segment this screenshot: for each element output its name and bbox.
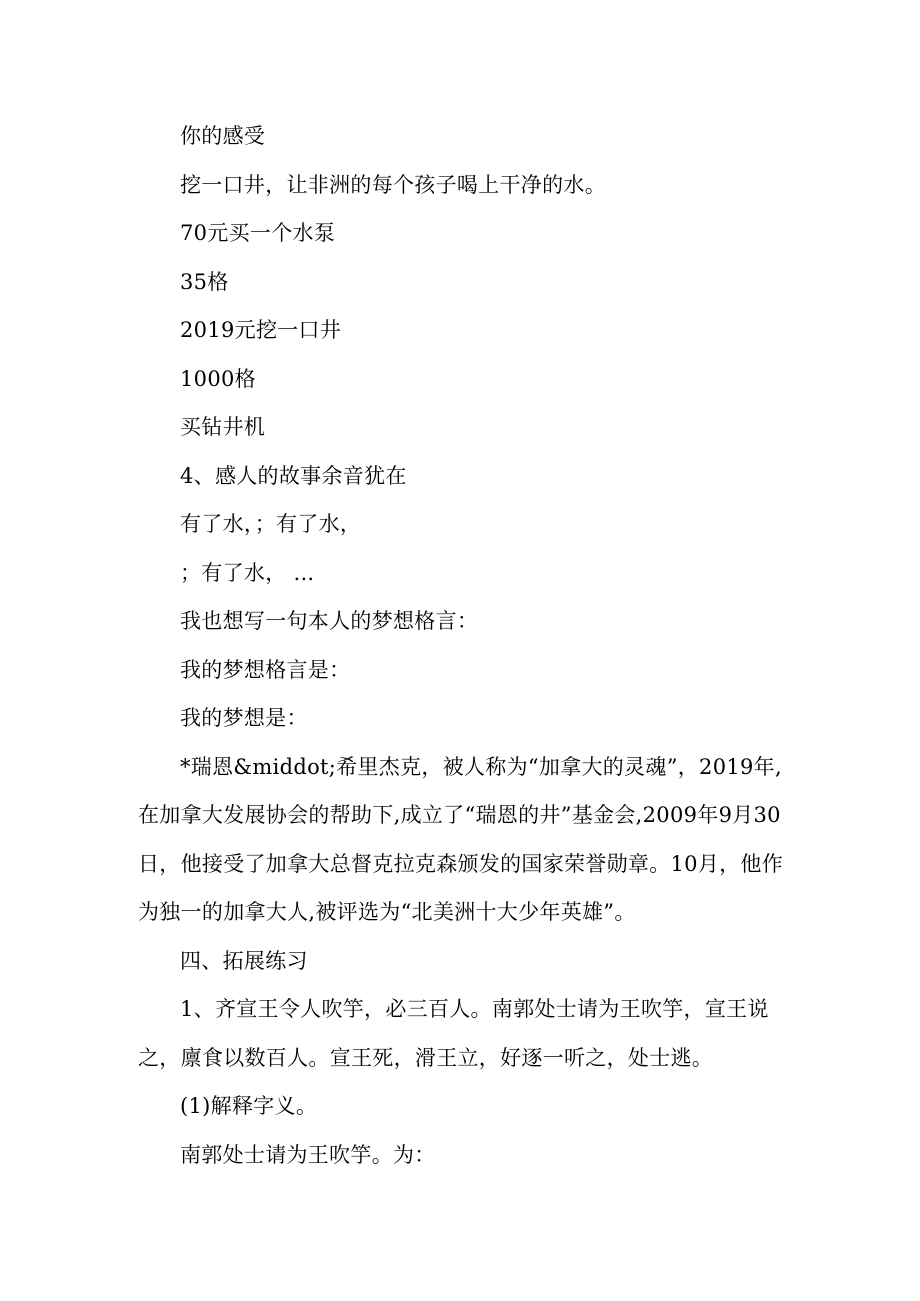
paragraph-with-water-2: ；有了水， ...: [180, 560, 315, 585]
paragraph-classical-text: 1、齐宣王令人吹竽，必三百人。南郭处士请为王吹竽，宣王说之，廪食以数百人。宣王死，滑王立，好逐一听之，处士逃。: [138, 997, 769, 1070]
paragraph-my-dream: 我的梦想是：: [180, 706, 308, 730]
paragraph-section-extension: 四、拓展练习: [180, 948, 308, 973]
paragraph-dig-well: 挖一口井，让非洲的每个孩子喝上干净的水。: [180, 172, 606, 197]
paragraph-section-4: 4、感人的故事余音犹在: [180, 463, 407, 488]
paragraph-ryan-note: *瑞恩&middot;希里杰克，被人称为“加拿大的灵魂”，2019年,在加拿大发展协会的帮助下,成立了“瑞恩的井”基金会,2009年9月30日，他接受了加拿大总督克拉克森颁发的国家荣誉勋章。10月，他作为独一的加拿大人,被评选为“北美洲十大少年英雄”。: [138, 754, 784, 924]
paragraph-dream-motto: 我的梦想格言是：: [180, 657, 351, 682]
paragraph-35-grids: 35格: [180, 269, 229, 294]
paragraph-explain-words: (1)解释字义。: [180, 1094, 318, 1118]
paragraph-feeling: 你的感受: [180, 124, 266, 148]
paragraph-water-pump: 70元买一个水泵: [180, 221, 336, 245]
paragraph-drilling-machine: 买钻井机: [180, 415, 266, 439]
paragraph-1000-grids: 1000格: [180, 366, 256, 391]
paragraph-question-wei: 南郭处士请为王吹竽。为：: [180, 1142, 436, 1167]
document-body: [138, 112, 788, 1179]
paragraph-well-cost: 2019元挖一口井: [180, 318, 342, 342]
paragraph-dream-motto-prompt: 我也想写一句本人的梦想格言：: [180, 609, 479, 633]
paragraph-with-water-1: 有了水，；有了水，: [180, 512, 362, 536]
